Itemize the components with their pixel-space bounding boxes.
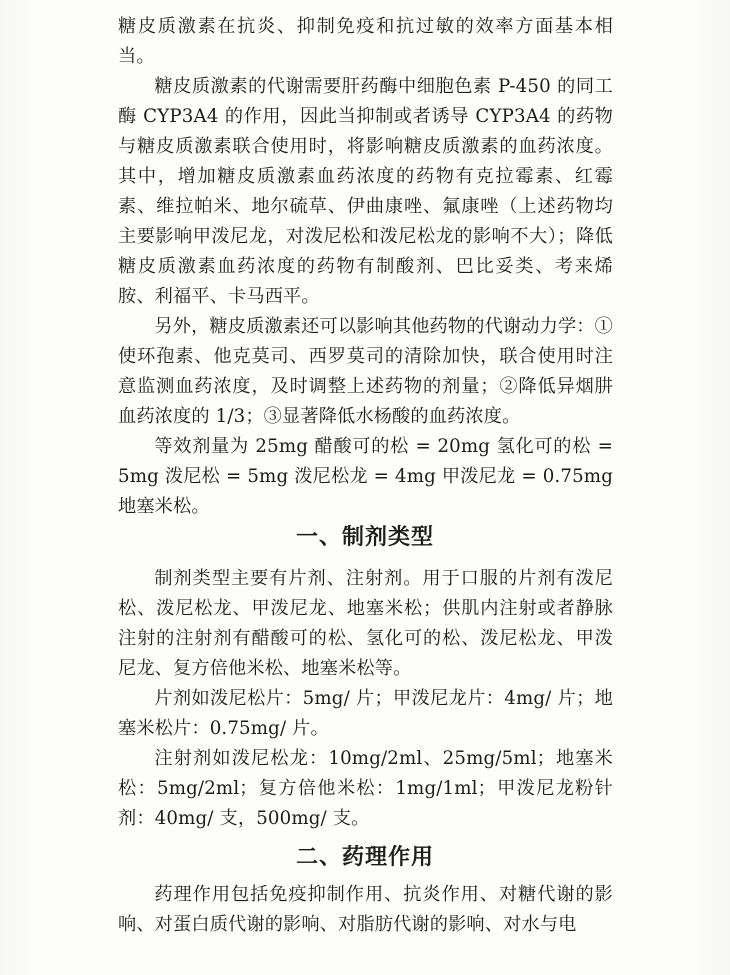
paragraph-drug-interaction: 另外，糖皮质激素还可以影响其他药物的代谢动力学：①使环孢素、他克莫司、西罗莫司的清除加快，联合使用时注意监测血药浓度，及时调整上述药物的剂量；②降低异烟肼血药浓度的 1/3；③显著降低水杨酸的血药浓度。 [118, 316, 613, 427]
paragraph-efficiency: 糖皮质激素在抗炎、抑制免疫和抗过敏的效率方面基本相当。 [118, 16, 613, 67]
paragraph-formulation-types: 制剂类型主要有片剂、注射剂。用于口服的片剂有泼尼松、泼尼松龙、甲泼尼龙、地塞米松；供肌内注射或者静脉注射的注射剂有醋酸可的松、氢化可的松、泼尼松龙、甲泼尼龙、复方倍他米松、地塞米松等。 [118, 568, 613, 679]
text-block-formulations [118, 564, 613, 834]
paragraph-injections: 注射剂如泼尼松龙：10mg/2ml、25mg/5ml；地塞米松：5mg/2ml；复方倍他米松：1mg/1ml；甲泼尼龙粉针剂：40mg/ 支，500mg/ 支。 [118, 748, 613, 829]
paragraph-tablets: 片剂如泼尼松片：5mg/ 片；甲泼尼龙片：4mg/ 片；地塞米松片：0.75mg/ 片。 [118, 688, 613, 739]
paragraph-metabolism: 糖皮质激素的代谢需要肝药酶中细胞色素 P-450 的同工酶 CYP3A4 的作用，因此当抑制或者诱导 CYP3A4 的药物与糖皮质激素联合使用时，将影响糖皮质激素的血药浓度。其中，增加糖皮质激素血药浓度的药物有克拉霉素、红霉素、维拉帕米、地尔硫草、伊曲康唑、氟康唑（上述药物均主要影响甲泼尼龙，对泼尼松和泼尼松龙的影响不大）；降低糖皮质激素血药浓度的药物有制酸剂、巴比妥类、考来烯胺、利福平、卡马西平。 [118, 76, 613, 307]
text-block-intro [118, 12, 613, 522]
section-heading-pharmacology: 二、药理作用 [295, 845, 434, 870]
text-block-pharmacology [118, 880, 613, 940]
paragraph-pharmacology: 药理作用包括免疫抑制作用、抗炎作用、对糖代谢的影响、对蛋白质代谢的影响、对脂肪代谢的影响、对水与电 [118, 884, 613, 935]
paragraph-equivalent-dose: 等效剂量为 25mg 醋酸可的松 = 20mg 氢化可的松 = 5mg 泼尼松 = 5mg 泼尼松龙 = 4mg 甲泼尼龙 = 0.75mg 地塞米松。 [118, 436, 613, 517]
section-heading-formulations: 一、制剂类型 [295, 525, 434, 550]
